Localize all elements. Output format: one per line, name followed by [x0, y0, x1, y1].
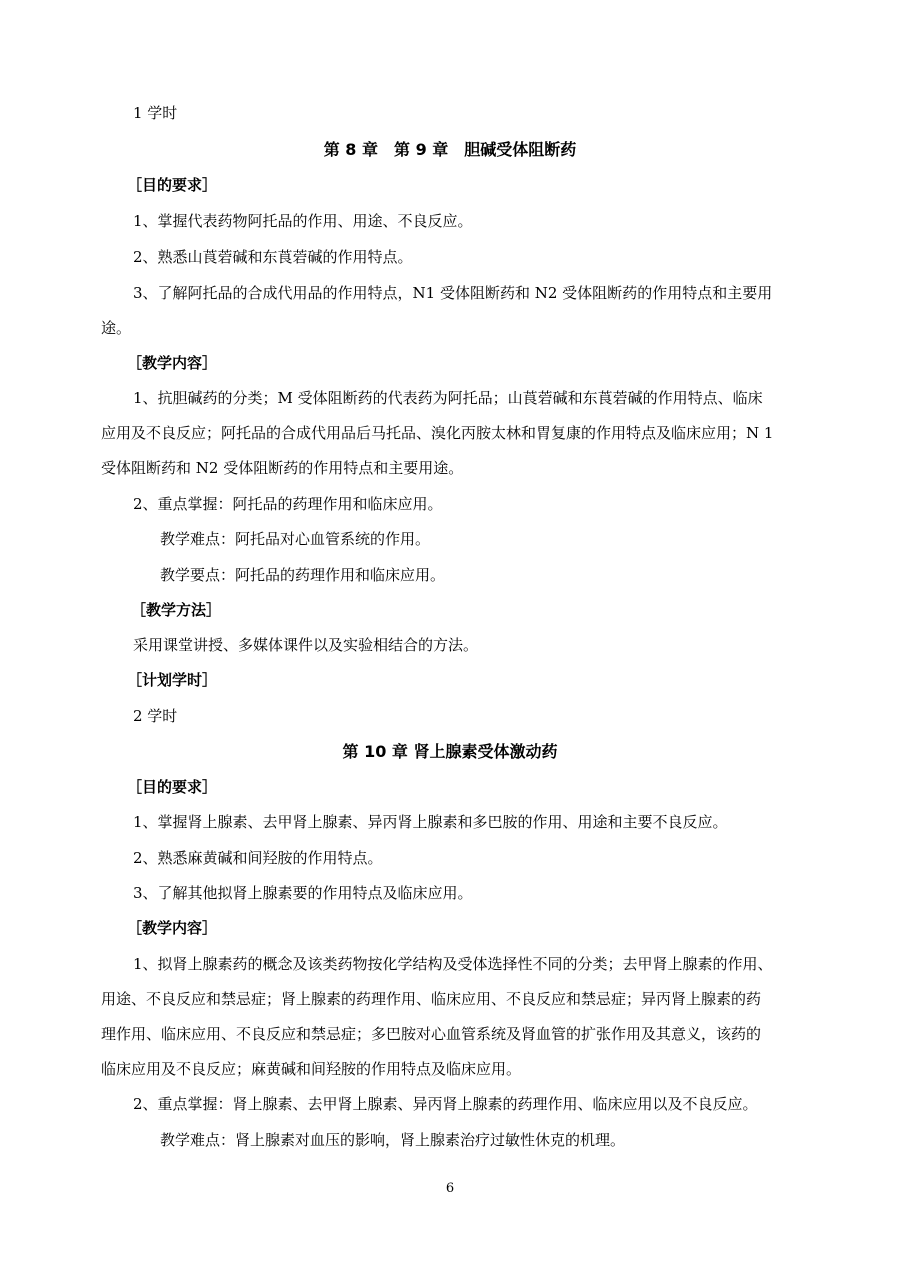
- body-text: 途。: [101, 319, 132, 337]
- body-text: 教学要点：阿托品的药理作用和临床应用。: [160, 566, 446, 584]
- body-text: 理作用、临床应用、不良反应和禁忌症；多巴胺对心血管系统及肾血管的扩张作用及其意义，该药的: [101, 1025, 762, 1043]
- body-text: 2、熟悉山莨菪碱和东莨菪碱的作用特点。: [133, 248, 413, 266]
- body-text: 1 学时: [133, 104, 178, 122]
- chapter-heading: 第 10 章 肾上腺素受体激动药: [342, 742, 558, 761]
- section-heading: ［目的要求］: [127, 176, 218, 194]
- body-text: 1、掌握代表药物阿托品的作用、用途、不良反应。: [133, 212, 473, 230]
- body-text: 应用及不良反应；阿托品的合成代用品后马托品、溴化丙胺太林和胃复康的作用特点及临床应用；N 1: [101, 424, 774, 442]
- body-text: 1、抗胆碱药的分类；M 受体阻断药的代表药为阿托品；山莨菪碱和东莨菪碱的作用特点、临床: [133, 389, 763, 407]
- body-text: 2、熟悉麻黄碱和间羟胺的作用特点。: [133, 849, 383, 867]
- body-text: 教学难点：阿托品对心血管系统的作用。: [160, 530, 431, 548]
- body-text: 2 学时: [133, 707, 178, 725]
- body-text: 受体阻断药和 N2 受体阻断药的作用特点和主要用途。: [101, 459, 464, 477]
- body-text: 采用课堂讲授、多媒体课件以及实验相结合的方法。: [133, 636, 479, 654]
- body-text: 临床应用及不良反应；麻黄碱和间羟胺的作用特点及临床应用。: [101, 1060, 522, 1078]
- section-heading: ［教学内容］: [127, 919, 218, 937]
- body-text: 3、了解其他拟肾上腺素要的作用特点及临床应用。: [133, 884, 473, 902]
- body-text: 2、重点掌握：肾上腺素、去甲肾上腺素、异丙肾上腺素的药理作用、临床应用以及不良反应。: [133, 1095, 758, 1113]
- body-text: 1、掌握肾上腺素、去甲肾上腺素、异丙肾上腺素和多巴胺的作用、用途和主要不良反应。: [133, 813, 728, 831]
- section-heading: ［目的要求］: [127, 778, 218, 796]
- body-text: 1、拟肾上腺素药的概念及该类药物按化学结构及受体选择性不同的分类；去甲肾上腺素的作用、: [133, 955, 773, 973]
- page-number: 6: [445, 1181, 455, 1196]
- body-text: 3、了解阿托品的合成代用品的作用特点，N1 受体阻断药和 N2 受体阻断药的作用特点和主要用: [133, 284, 773, 302]
- section-heading: ［教学方法］: [131, 601, 222, 619]
- body-text: 用途、不良反应和禁忌症；肾上腺素的药理作用、临床应用、不良反应和禁忌症；异丙肾上腺素的药: [101, 990, 762, 1008]
- section-heading: ［计划学时］: [127, 671, 218, 689]
- chapter-heading: 第 8 章 第 9 章 胆碱受体阻断药: [323, 140, 577, 159]
- section-heading: ［教学内容］: [127, 354, 218, 372]
- body-text: 2、重点掌握：阿托品的药理作用和临床应用。: [133, 495, 443, 513]
- body-text: 教学难点：肾上腺素对血压的影响，肾上腺素治疗过敏性休克的机理。: [160, 1131, 626, 1149]
